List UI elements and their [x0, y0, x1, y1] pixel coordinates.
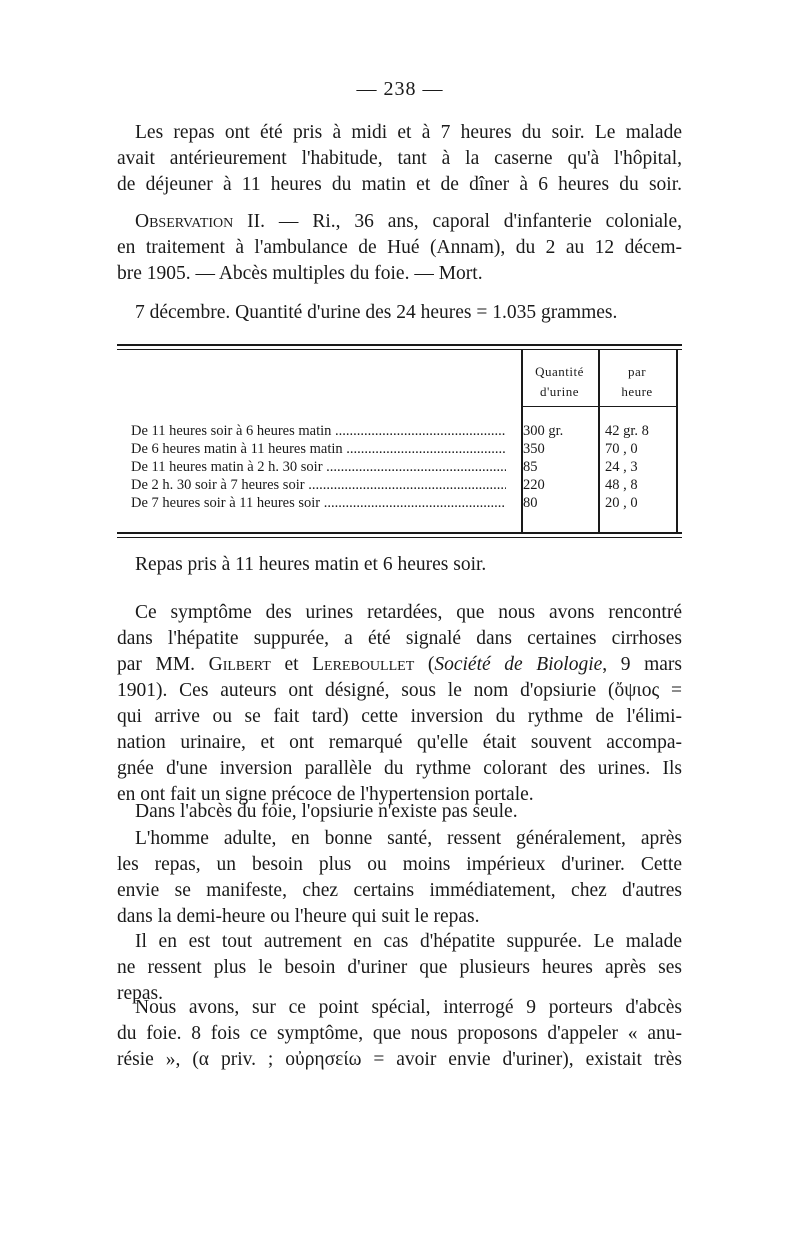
text-line: ne ressent plus le besoin d'uriner que plusieurs heures après ses — [117, 957, 682, 978]
observation-paragraph — [117, 209, 682, 287]
header-quantity — [521, 362, 598, 402]
text-run: ( — [414, 654, 435, 675]
row-per-hour: 20 , 0 — [605, 495, 638, 511]
table-top-rule — [117, 344, 682, 346]
row-per-hour: 24 , 3 — [605, 459, 638, 475]
text-run: par MM. — [117, 654, 209, 675]
paragraph-anuresie — [117, 995, 682, 1073]
header-per-hour — [598, 362, 676, 402]
row-quantity: 85 — [523, 459, 538, 475]
text-line: qui arrive ou se fait tard) cette inversion du rythme de l'élimi- — [117, 706, 682, 727]
text-line: bre 1905. — Abcès multiples du foie. — Mort. — [117, 263, 483, 284]
header-per-hour-line2: heure — [621, 384, 653, 399]
repas-line: Repas pris à 11 heures matin et 6 heures soir. — [135, 554, 487, 575]
author-name: Gilbert — [208, 654, 271, 675]
table-bottom-rule-thin — [117, 537, 682, 538]
text-line: Les repas ont été pris à midi et à 7 heures du soir. Le malade — [135, 122, 682, 143]
intro-paragraph — [117, 120, 682, 198]
column-divider — [676, 350, 678, 532]
text-line: avait antérieurement l'habitude, tant à la caserne qu'à l'hôpital, — [117, 148, 682, 169]
row-label: De 7 heures soir à 11 heures soir ..... — [131, 494, 506, 512]
text-line: Ce symptôme des urines retardées, que nous avons rencontré — [135, 602, 682, 623]
text-line: en traitement à l'ambulance de Hué (Annam), du 2 au 12 décem- — [117, 237, 682, 258]
text-line: résie », (α priv. ; οὐρησείω = avoir envie d'uriner), existait très — [117, 1049, 682, 1070]
observation-text: — Ri., 36 ans, caporal d'infanterie coloniale, — [265, 211, 682, 232]
text-line: nation urinaire, et ont remarqué qu'elle était souvent accompa- — [117, 732, 682, 753]
text-run: et — [270, 654, 313, 675]
observation-heading: Observation II. — [135, 211, 266, 232]
row-per-hour: 42 gr. 8 — [605, 423, 649, 439]
quantity-line: 7 décembre. Quantité d'urine des 24 heures = 1.035 grammes. — [135, 302, 618, 323]
text-line — [117, 652, 682, 678]
row-label: De 2 h. 30 soir à 7 heures soir ..... — [131, 476, 506, 494]
text-line: repas. — [117, 983, 164, 1004]
text-line: gnée d'une inversion parallèle du rythme colorant des urines. Ils — [117, 758, 682, 779]
text-run: , 9 mars — [602, 654, 683, 675]
row-label: De 11 heures matin à 2 h. 30 soir ..... — [131, 458, 506, 476]
paragraph-opsiurie — [117, 600, 682, 808]
text-line: en ont fait un signe précoce de l'hypertension portale. — [117, 784, 534, 805]
text-line: Il en est tout autrement en cas d'hépatite suppurée. Le malade — [135, 931, 682, 952]
text-line: envie se manifeste, chez certains immédiatement, chez d'autres — [117, 880, 682, 901]
header-quantity-line1: Quantité — [535, 364, 584, 379]
journal-title: Société de Biologie — [434, 654, 603, 675]
text-line: dans l'hépatite suppurée, a été signalé dans certaines cirrhoses — [117, 628, 682, 649]
header-rule — [521, 406, 677, 407]
urine-table — [117, 344, 682, 536]
paragraph-homme-adulte — [117, 826, 682, 930]
text-line: 1901). Ces auteurs ont désigné, sous le nom d'opsiurie (ὄψιος = — [117, 680, 682, 701]
page-number: — 238 — — [356, 78, 444, 100]
row-per-hour: 70 , 0 — [605, 441, 638, 457]
text-line: Nous avons, sur ce point spécial, interrogé 9 porteurs d'abcès — [135, 997, 682, 1018]
row-quantity: 300 gr. — [523, 423, 564, 439]
text-line: L'homme adulte, en bonne santé, ressent généralement, après — [135, 828, 682, 849]
text-line — [117, 209, 682, 235]
author-name: Lereboullet — [312, 654, 415, 675]
text-line: dans la demi-heure ou l'heure qui suit le repas. — [117, 906, 480, 927]
text-line: du foie. 8 fois ce symptôme, que nous proposons d'appeler « anu- — [117, 1023, 682, 1044]
table-bottom-rule — [117, 532, 682, 534]
row-quantity: 350 — [523, 441, 545, 457]
row-label: De 11 heures soir à 6 heures matin ..... — [131, 422, 506, 440]
paragraph-abces: Dans l'abcès du foie, l'opsiurie n'existe pas seule. — [135, 801, 518, 822]
text-line: les repas, un besoin plus ou moins impérieux d'uriner. Cette — [117, 854, 682, 875]
row-per-hour: 48 , 8 — [605, 477, 638, 493]
row-quantity: 220 — [523, 477, 545, 493]
text-line: de déjeuner à 11 heures du matin et de dîner à 6 heures du soir. — [117, 174, 682, 195]
header-quantity-line2: d'urine — [539, 384, 580, 399]
header-per-hour-line1: par — [627, 364, 647, 379]
row-label: De 6 heures matin à 11 heures matin ..... — [131, 440, 506, 458]
row-quantity: 80 — [523, 495, 538, 511]
